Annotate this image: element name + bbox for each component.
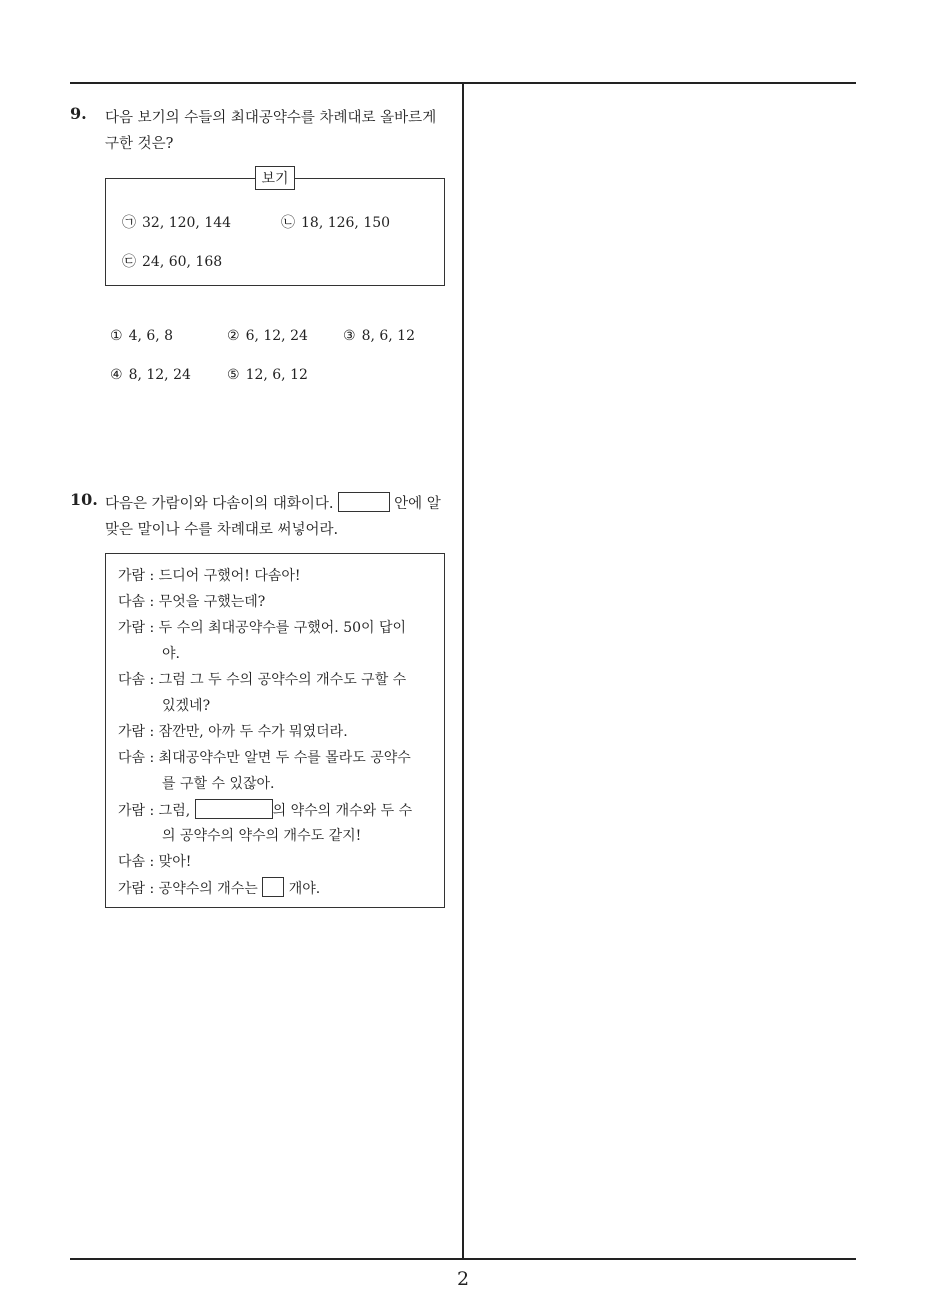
dialog-line-5: 다솜 : 그럼 그 두 수의 공약수의 개수도 구할 수	[118, 672, 407, 688]
column-divider	[462, 82, 464, 1260]
dialog-line-1: 가람 : 드디어 구했어! 다솜아!	[118, 568, 301, 584]
choice-mark-1: ①	[110, 328, 123, 344]
choice-value-5: 12, 6, 12	[245, 367, 308, 383]
choice-mark-5: ⑤	[227, 367, 240, 383]
choice-mark-2: ②	[227, 328, 240, 344]
dialog-line-10-after: 의 약수의 개수와 두 수	[272, 803, 413, 819]
dialog-line-11: 의 공약수의 약수의 개수도 같지!	[162, 828, 362, 844]
question-9-number: 9.	[70, 104, 87, 123]
bogi-value-2: 18, 126, 150	[301, 215, 391, 231]
question-10-text-line1	[105, 492, 441, 513]
bogi-item-1	[122, 212, 231, 232]
choice-value-1: 4, 6, 8	[128, 328, 174, 344]
choice-mark-3: ③	[343, 328, 356, 344]
answer-blank-a[interactable]	[195, 799, 273, 819]
dialog-line-13-before: 가람 : 공약수의 개수는	[118, 881, 258, 897]
bogi-value-3: 24, 60, 168	[142, 254, 223, 270]
bottom-rule	[70, 1258, 856, 1260]
bogi-title: 보기	[255, 166, 295, 190]
bogi-mark-1: ㉠	[122, 215, 136, 231]
bogi-item-2	[281, 212, 390, 232]
choice-1[interactable]	[110, 328, 173, 344]
answer-blank-b[interactable]	[262, 877, 284, 897]
choice-value-2: 6, 12, 24	[245, 328, 308, 344]
choice-2[interactable]	[227, 328, 308, 344]
dialog-line-7: 가람 : 잠깐만, 아까 두 수가 뭐였더라.	[118, 724, 348, 740]
question-10-number: 10.	[70, 490, 98, 509]
question-10-text-line2: 맞은 말이나 수를 차례대로 써넣어라.	[105, 522, 339, 538]
answer-blank-box	[338, 492, 390, 512]
dialog-line-10-before: 가람 : 그럼,	[118, 803, 191, 819]
choice-value-3: 8, 6, 12	[361, 328, 415, 344]
bogi-item-3	[122, 251, 222, 271]
dialog-line-13-after: 개야.	[288, 881, 321, 897]
question-9-text-line1: 다음 보기의 수들의 최대공약수를 차례대로 올바르게	[105, 110, 437, 126]
dialog-line-4: 야.	[162, 646, 180, 662]
page-number: 2	[456, 1268, 470, 1290]
dialog-line-9: 를 구할 수 있잖아.	[162, 776, 275, 792]
choice-value-4: 8, 12, 24	[128, 367, 191, 383]
bogi-mark-3: ㉢	[122, 254, 136, 270]
question-10-text-before: 다음은 가람이와 다솜이의 대화이다.	[105, 496, 334, 512]
dialog-line-10	[118, 799, 412, 820]
dialog-line-12: 다솜 : 맞아!	[118, 854, 192, 870]
dialog-line-8: 다솜 : 최대공약수만 알면 두 수를 몰라도 공약수	[118, 750, 411, 766]
dialog-line-13	[118, 877, 320, 898]
bogi-mark-2: ㉡	[281, 215, 295, 231]
dialog-line-6: 있겠네?	[162, 698, 211, 714]
question-10-text-after: 안에 알	[394, 496, 441, 512]
choice-4[interactable]	[110, 367, 191, 383]
choice-mark-4: ④	[110, 367, 123, 383]
question-9-text-line2: 구한 것은?	[105, 136, 174, 152]
bogi-value-1: 32, 120, 144	[142, 215, 232, 231]
choice-5[interactable]	[227, 367, 308, 383]
dialog-line-2: 다솜 : 무엇을 구했는데?	[118, 594, 266, 610]
dialog-line-3: 가람 : 두 수의 최대공약수를 구했어. 50이 답이	[118, 620, 407, 636]
choice-3[interactable]	[343, 328, 415, 344]
